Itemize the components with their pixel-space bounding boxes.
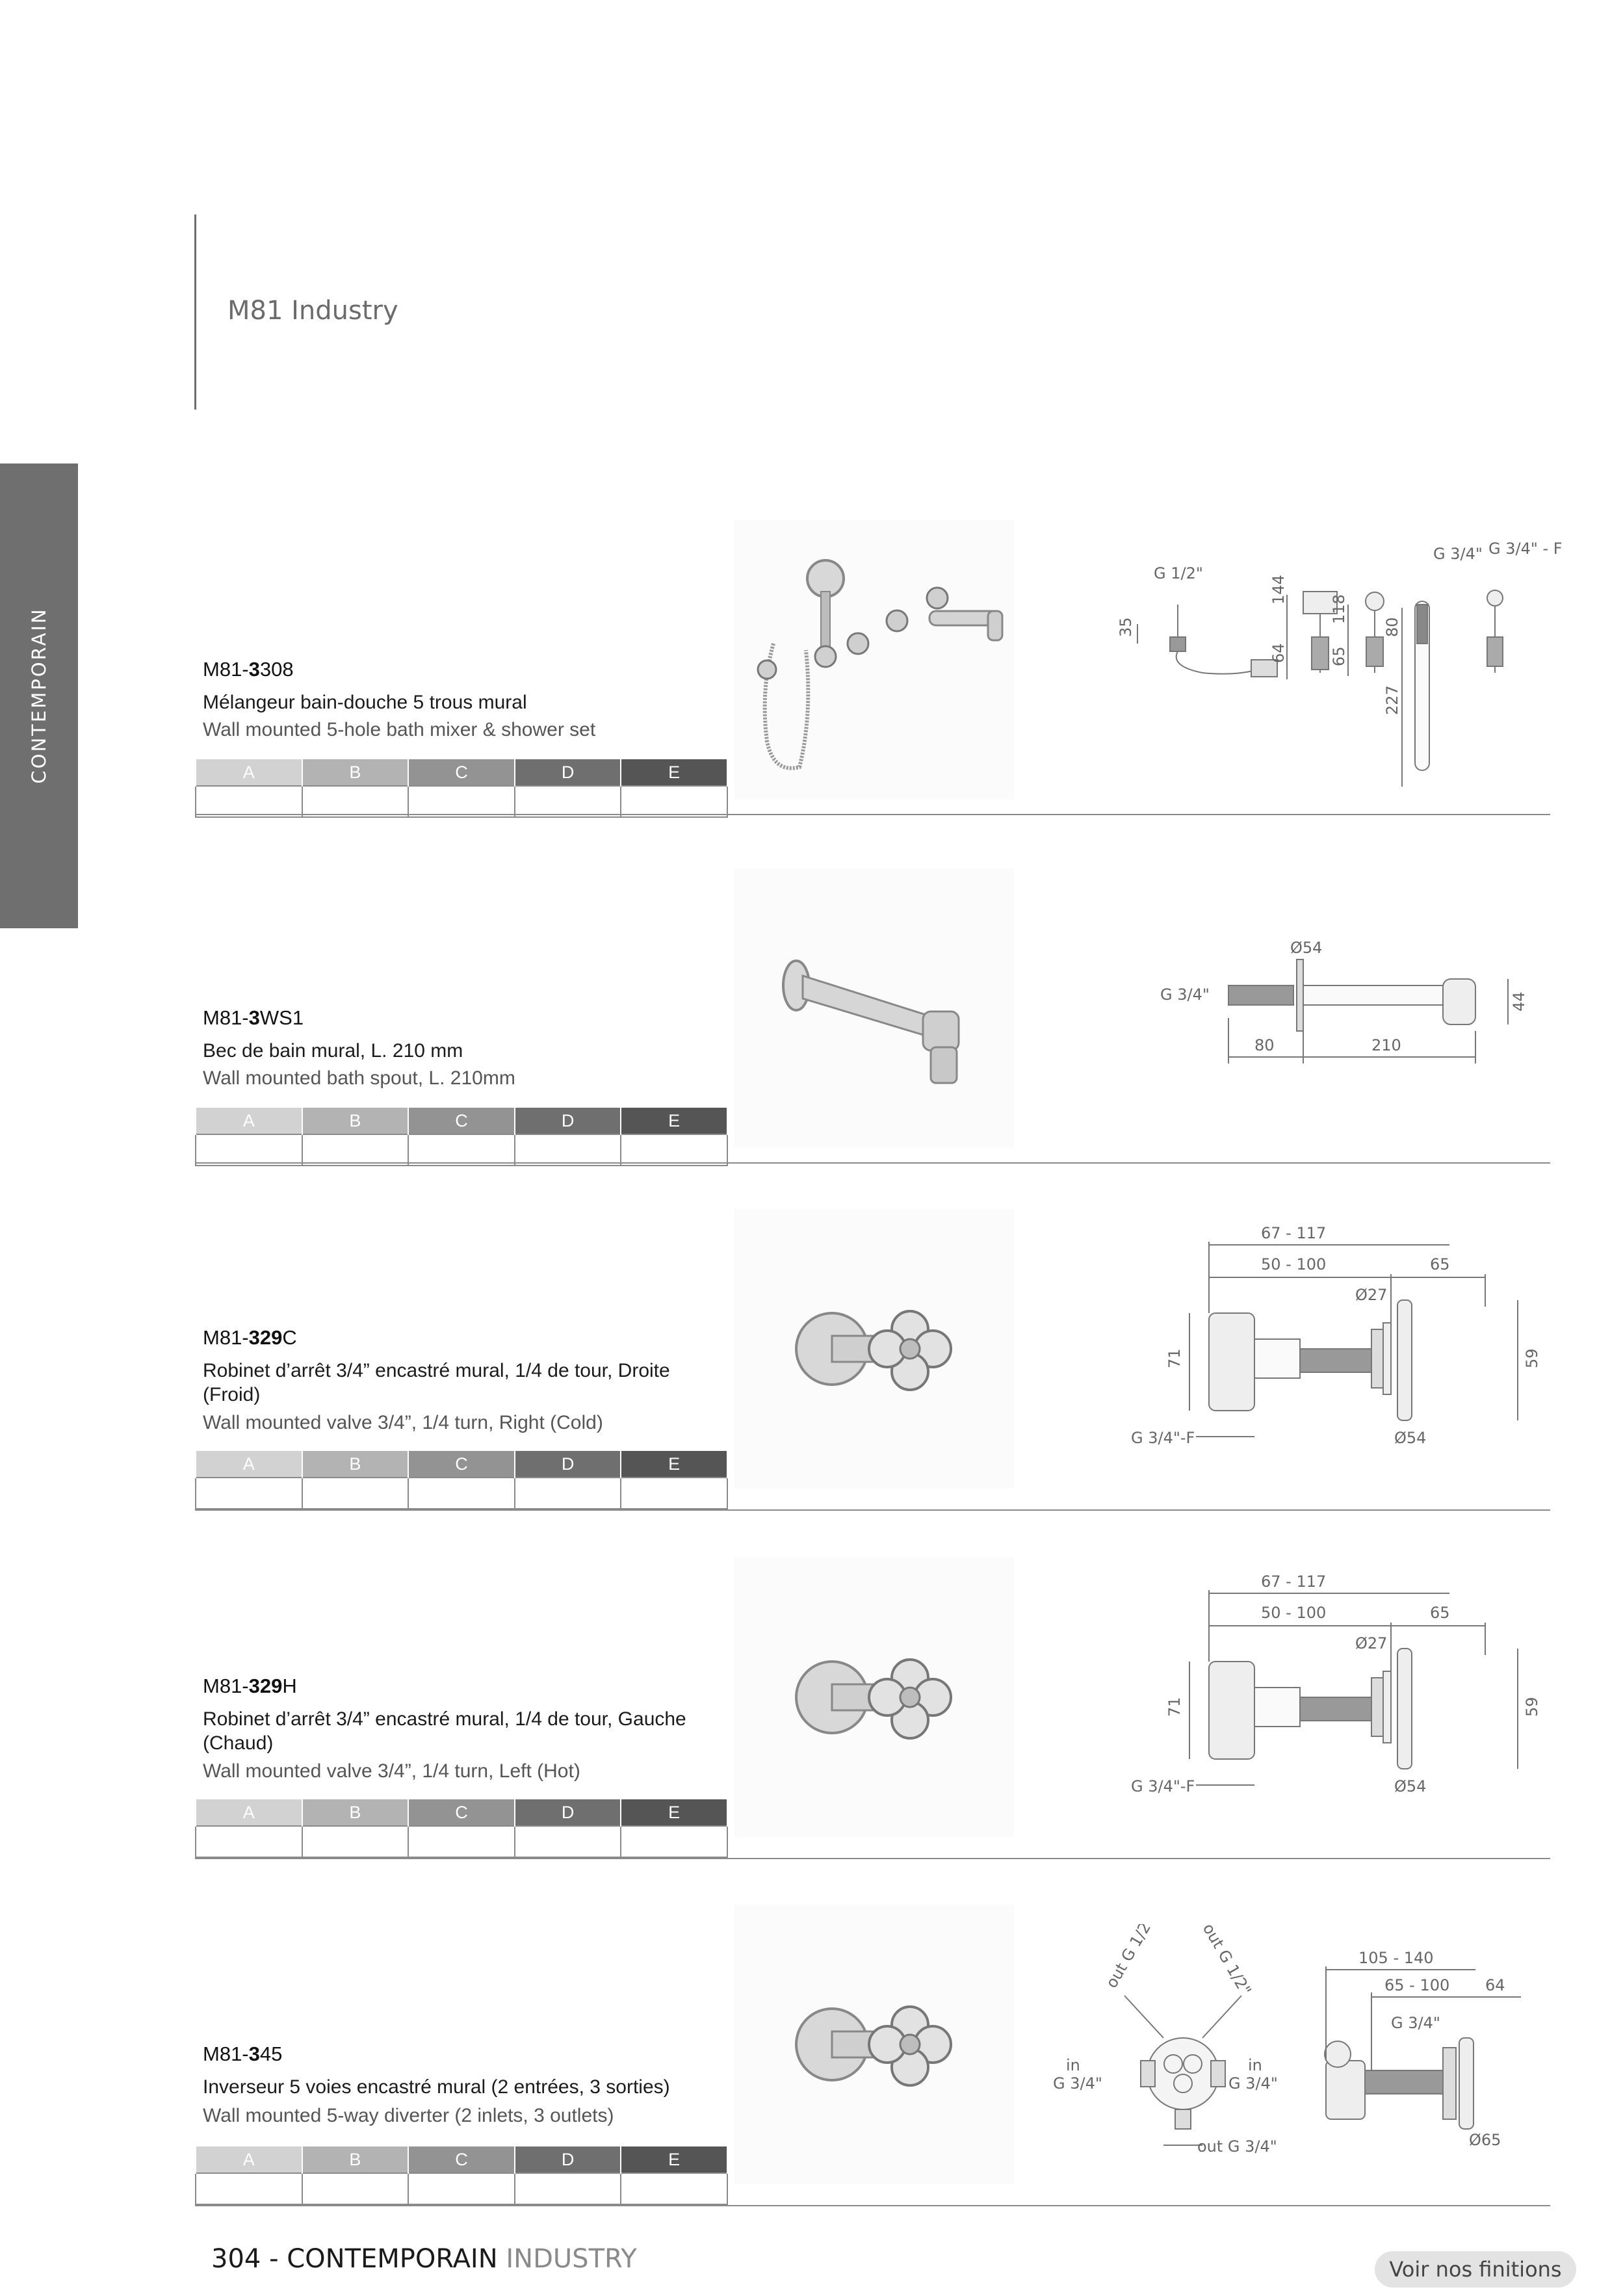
product-2 xyxy=(0,803,1623,1155)
footer-subcategory: INDUSTRY xyxy=(506,2244,637,2274)
footer-separator: - xyxy=(261,2244,287,2274)
svg-text:in: in xyxy=(1066,2056,1080,2074)
finish-col-b: B xyxy=(302,1107,409,1134)
finish-col-b: B xyxy=(302,2146,409,2173)
svg-text:65: 65 xyxy=(1330,646,1348,666)
side-tab-label: CONTEMPORAIN xyxy=(28,607,50,784)
svg-text:80: 80 xyxy=(1254,1036,1275,1054)
finish-col-e: E xyxy=(621,1799,727,1826)
svg-text:64: 64 xyxy=(1269,643,1288,663)
see-finishes-button[interactable]: Voir nos finitions xyxy=(1375,2251,1576,2288)
finish-col-e: E xyxy=(621,1107,727,1134)
product-3 xyxy=(0,1125,1623,1476)
collection-title: M81 Industry xyxy=(227,296,398,326)
svg-text:59: 59 xyxy=(1523,1697,1541,1717)
product-reference: M81-329H xyxy=(203,1675,297,1697)
finish-col-b: B xyxy=(302,1799,409,1826)
svg-text:210: 210 xyxy=(1371,1036,1401,1054)
svg-text:Ø54: Ø54 xyxy=(1394,1777,1427,1795)
finish-col-d: D xyxy=(515,1107,621,1134)
svg-text:G 1/2": G 1/2" xyxy=(1154,564,1203,582)
product-name-en: Wall mounted bath spout, L. 210mm xyxy=(203,1067,515,1089)
svg-text:71: 71 xyxy=(1165,1697,1184,1717)
svg-text:Ø54: Ø54 xyxy=(1394,1429,1427,1447)
product-name-en: Wall mounted valve 3/4”, 1/4 turn, Left (Hot) xyxy=(203,1760,580,1782)
finish-col-a: A xyxy=(196,2146,302,2173)
technical-drawing xyxy=(1131,1564,1573,1824)
finish-col-d: D xyxy=(515,2146,621,2173)
svg-text:G 3/4": G 3/4" xyxy=(1228,2074,1278,2093)
svg-text:Ø27: Ø27 xyxy=(1355,1286,1388,1304)
svg-text:67 - 117: 67 - 117 xyxy=(1261,1224,1327,1242)
product-name-fr: Inverseur 5 voies encastré mural (2 entrées, 3 sorties) xyxy=(203,2076,670,2098)
finish-col-a: A xyxy=(196,1107,302,1134)
footer-category: CONTEMPORAIN xyxy=(287,2244,498,2274)
finish-value xyxy=(302,2173,409,2204)
product-reference: M81-3WS1 xyxy=(203,1006,304,1029)
svg-text:G 3/4": G 3/4" xyxy=(1053,2074,1102,2093)
product-4 xyxy=(0,1473,1623,1824)
page-footer xyxy=(211,2244,637,2274)
product-name-en: Wall mounted 5-way diverter (2 inlets, 3 outlets) xyxy=(203,2105,614,2126)
svg-text:71: 71 xyxy=(1165,1348,1184,1368)
finish-col-c: C xyxy=(408,759,515,786)
svg-text:in: in xyxy=(1248,2056,1262,2074)
page-number: 304 xyxy=(211,2244,261,2274)
svg-text:out G 1/2": out G 1/2" xyxy=(1102,1924,1158,1991)
svg-text:out G 3/4": out G 3/4" xyxy=(1197,2137,1277,2156)
svg-text:144: 144 xyxy=(1269,575,1288,605)
finish-col-a: A xyxy=(196,759,302,786)
svg-text:80: 80 xyxy=(1383,617,1401,637)
finish-col-a: A xyxy=(196,1450,302,1478)
finish-col-b: B xyxy=(302,1450,409,1478)
svg-text:50 - 100: 50 - 100 xyxy=(1261,1604,1327,1622)
product-name-fr: Bec de bain mural, L. 210 mm xyxy=(203,1040,463,1062)
finish-col-e: E xyxy=(621,759,727,786)
svg-text:G 3/4" - F: G 3/4" - F xyxy=(1488,540,1563,558)
product-photo xyxy=(734,1905,1014,2184)
svg-text:Ø27: Ø27 xyxy=(1355,1634,1388,1652)
svg-text:227: 227 xyxy=(1383,685,1401,715)
product-reference: M81-3308 xyxy=(203,658,294,681)
technical-drawing xyxy=(1105,540,1573,800)
finish-col-e: E xyxy=(621,1450,727,1478)
finish-col-b: B xyxy=(302,759,409,786)
product-name-fr: Mélangeur bain-douche 5 trous mural xyxy=(203,692,527,713)
technical-drawing xyxy=(1144,920,1573,1076)
finish-table xyxy=(195,2145,728,2205)
product-name-en: Wall mounted 5-hole bath mixer & shower set xyxy=(203,719,596,740)
svg-text:65: 65 xyxy=(1430,1604,1450,1622)
svg-text:105 - 140: 105 - 140 xyxy=(1358,1949,1434,1967)
finish-col-d: D xyxy=(515,1799,621,1826)
svg-text:67 - 117: 67 - 117 xyxy=(1261,1572,1327,1591)
finish-col-d: D xyxy=(515,759,621,786)
finish-col-a: A xyxy=(196,1799,302,1826)
finish-value xyxy=(196,2173,302,2204)
finish-col-d: D xyxy=(515,1450,621,1478)
svg-text:65 - 100: 65 - 100 xyxy=(1384,1976,1450,1994)
svg-text:G 3/4"-F: G 3/4"-F xyxy=(1131,1429,1195,1447)
technical-drawing xyxy=(1053,1924,1573,2171)
row-divider xyxy=(195,2205,1550,2206)
finish-value xyxy=(515,2173,621,2204)
svg-text:59: 59 xyxy=(1523,1348,1541,1368)
finish-col-e: E xyxy=(621,2146,727,2173)
svg-text:G 3/4": G 3/4" xyxy=(1160,985,1210,1004)
svg-text:118: 118 xyxy=(1330,594,1348,624)
product-name-fr: Robinet d’arrêt 3/4” encastré mural, 1/4 de tour, Droite (Froid) xyxy=(203,1360,670,1405)
finish-col-c: C xyxy=(408,1450,515,1478)
finish-col-c: C xyxy=(408,2146,515,2173)
finish-value xyxy=(621,2173,727,2204)
svg-text:G 3/4": G 3/4" xyxy=(1433,545,1483,563)
svg-text:Ø65: Ø65 xyxy=(1469,2131,1501,2149)
svg-text:out G 1/2": out G 1/2" xyxy=(1199,1924,1255,1999)
product-reference: M81-329C xyxy=(203,1326,297,1349)
finish-col-c: C xyxy=(408,1107,515,1134)
product-reference: M81-345 xyxy=(203,2042,283,2065)
svg-text:65: 65 xyxy=(1430,1255,1450,1273)
product-photo xyxy=(734,520,1014,800)
finish-value xyxy=(408,2173,515,2204)
finish-col-c: C xyxy=(408,1799,515,1826)
product-1 xyxy=(0,455,1623,806)
svg-text:G 3/4": G 3/4" xyxy=(1391,2014,1440,2032)
svg-text:44: 44 xyxy=(1510,991,1528,1011)
svg-text:Ø54: Ø54 xyxy=(1290,939,1323,957)
product-photo xyxy=(734,868,1014,1148)
svg-text:35: 35 xyxy=(1117,617,1135,637)
product-photo xyxy=(734,1209,1014,1489)
svg-text:64: 64 xyxy=(1485,1976,1505,1994)
product-photo xyxy=(734,1558,1014,1837)
product-name-fr: Robinet d’arrêt 3/4” encastré mural, 1/4 de tour, Gauche (Chaud) xyxy=(203,1708,686,1754)
product-5 xyxy=(0,1820,1623,2171)
header-divider xyxy=(194,215,196,410)
svg-text:50 - 100: 50 - 100 xyxy=(1261,1255,1327,1273)
svg-text:G 3/4"-F: G 3/4"-F xyxy=(1131,1777,1195,1795)
product-name-en: Wall mounted valve 3/4”, 1/4 turn, Right (Cold) xyxy=(203,1412,603,1433)
technical-drawing xyxy=(1131,1216,1573,1476)
